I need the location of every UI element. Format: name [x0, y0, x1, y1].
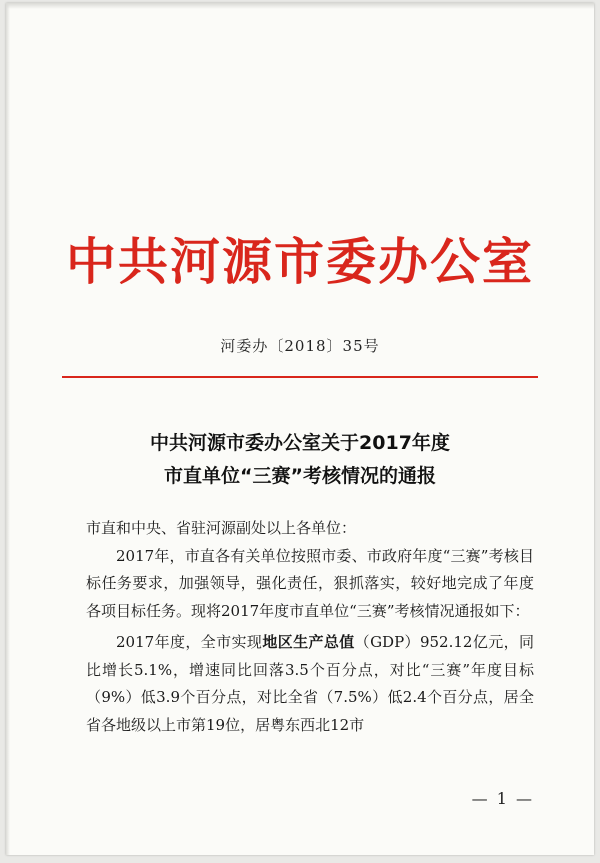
document-body — [86, 515, 534, 739]
red-header: 中共河源市委办公室 — [66, 233, 534, 291]
recipients-line: 市直和中央、省驻河源副处以上各单位： — [86, 519, 357, 537]
title-line-2: 市直单位“三赛”考核情况的通报 — [164, 465, 436, 487]
title-line-1: 中共河源市委办公室关于2017年度 — [150, 432, 450, 454]
scan-edge — [6, 3, 594, 9]
document-page — [6, 3, 594, 855]
document-title — [6, 427, 594, 493]
paragraph-text: （GDP）952.12亿元，同比增长5.1%，增速同比回落3.5个百分点，对比“三赛”年度目标（9%）低3.9个百分点，对比全省（7.5%）低2.4个百分点，居全省各地级以上市第19位，居粤东西北12市 — [86, 633, 534, 734]
document-number: 河委办〔2018〕35号 — [220, 337, 380, 355]
highlight-term: 地区生产总值 — [262, 633, 355, 651]
body-paragraph: 2017年，市直各有关单位按照市委、市政府年度“三赛”考核目标任务要求，加强领导，强化责任，狠抓落实，较好地完成了年度各项目标任务。现将2017年度市直单位“三赛”考核情况通报如下： — [86, 546, 534, 620]
paragraph-lead: 2017年度，全市实现 — [116, 633, 263, 651]
body-paragraph — [86, 629, 534, 739]
red-divider-line — [62, 376, 538, 378]
page-number: — 1 — — [471, 789, 534, 808]
